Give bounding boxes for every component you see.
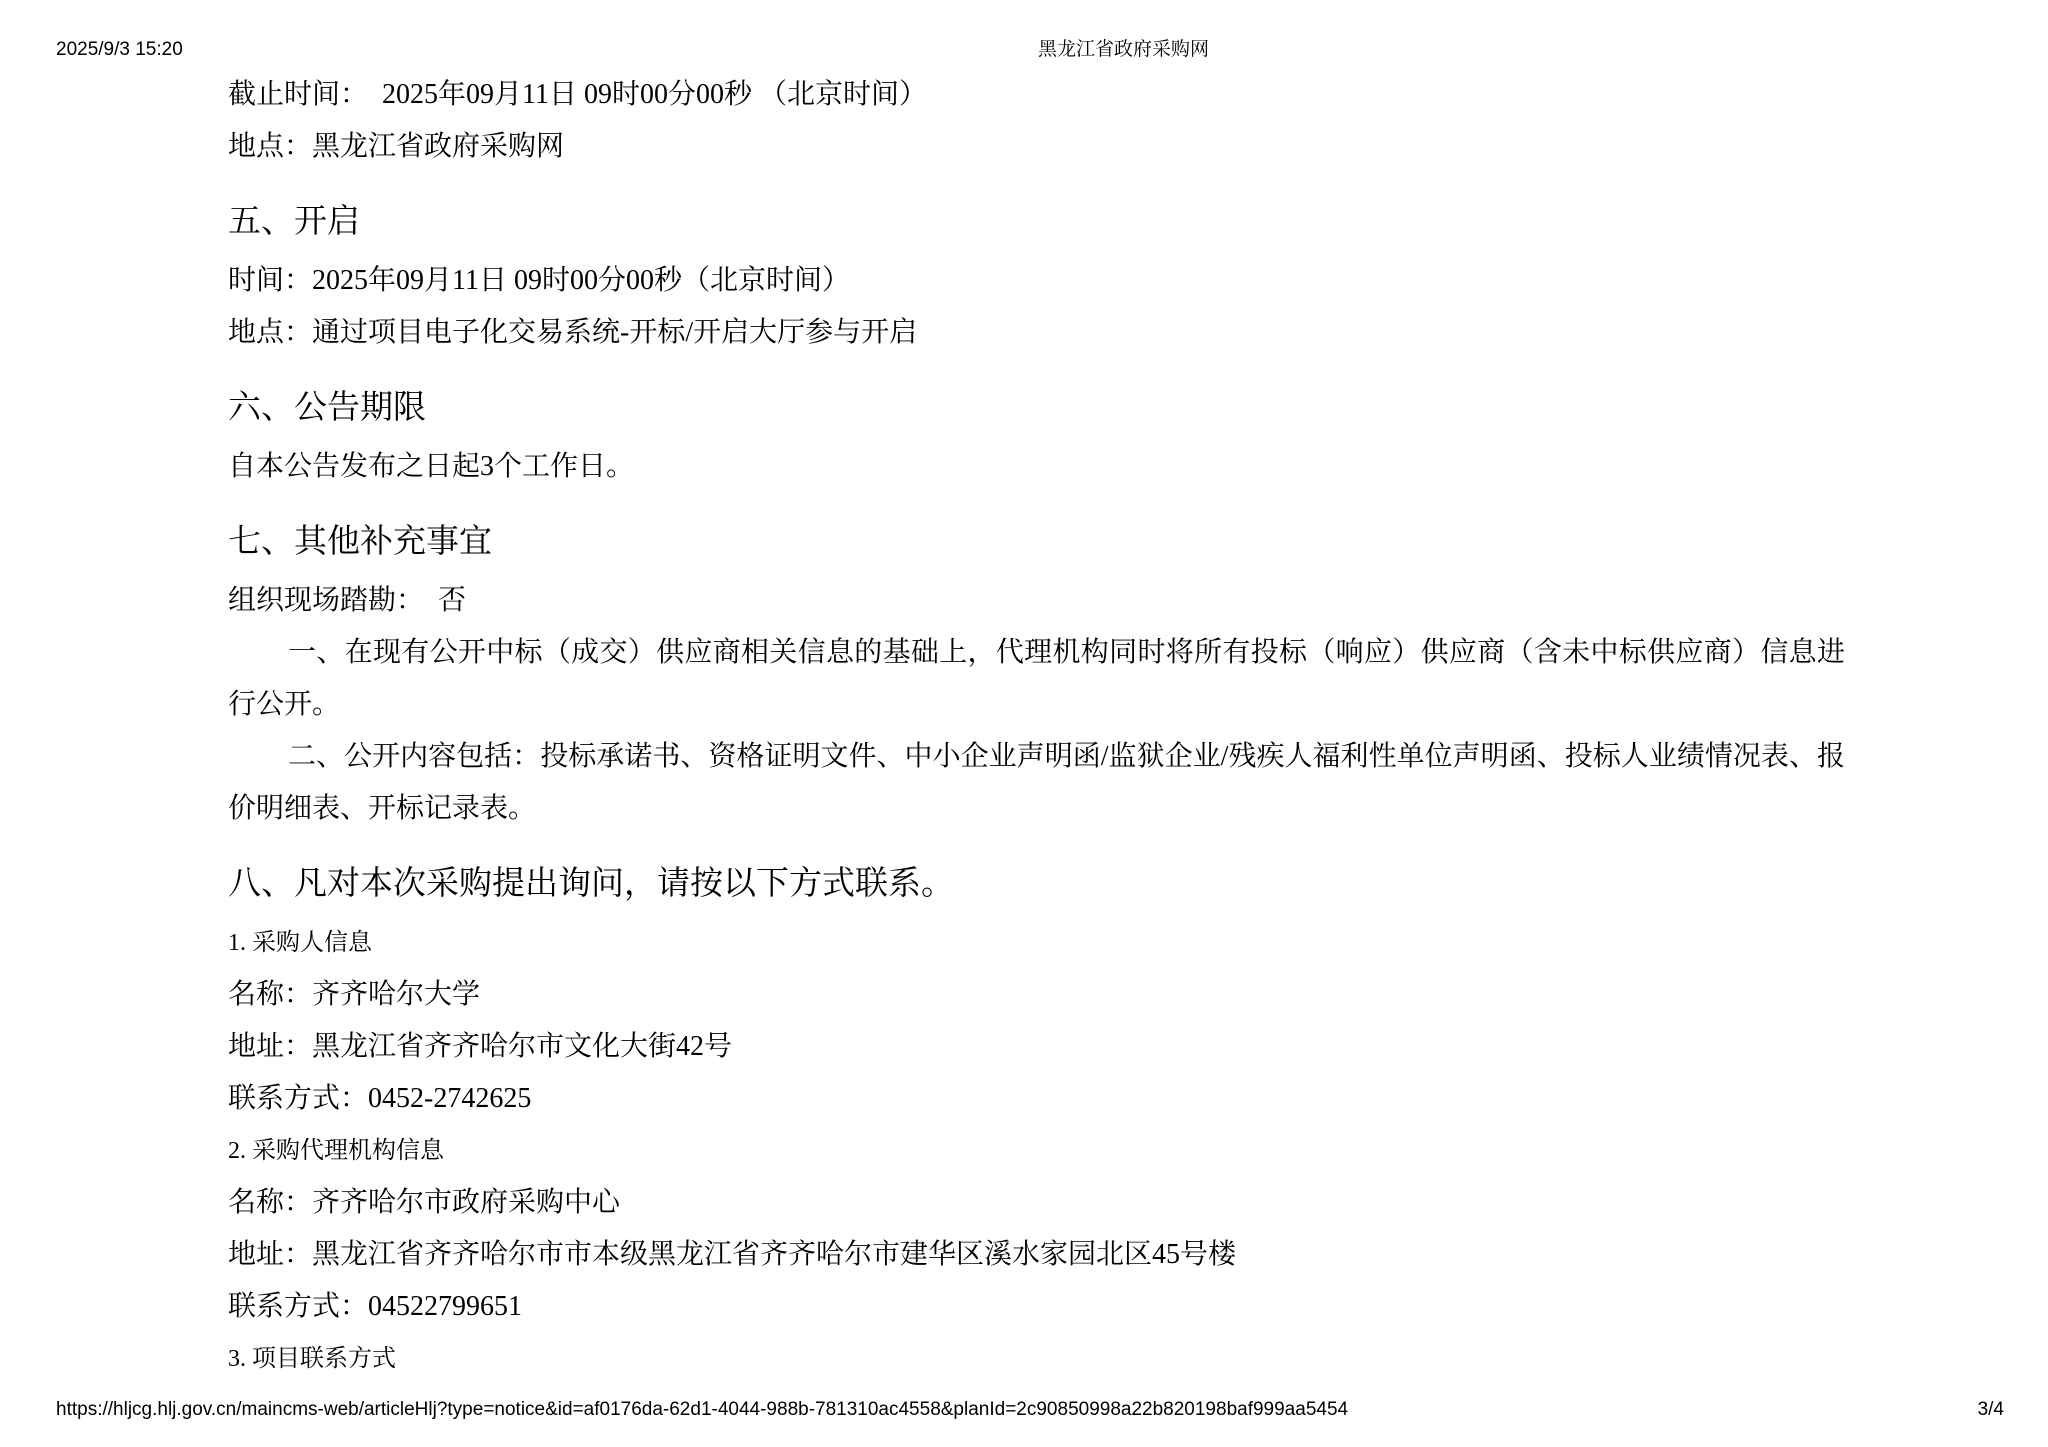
print-footer-url: https://hljcg.hlj.gov.cn/maincms-web/articleHlj?type=notice&id=af0176da-62d1-4044-988b-781310ac4558&planId=2c90850998a22b820198baf999aa5454 bbox=[56, 1399, 1349, 1420]
print-footer-page-indicator: 3/4 bbox=[1977, 1399, 2004, 1420]
submission-deadline-line: 截止时间： 2025年09月11日 09时00分00秒 （北京时间） bbox=[228, 79, 927, 110]
section-7-item-2-paragraph: 二、公开内容包括：投标承诺书、资格证明文件、中小企业声明函/监狱企业/残疾人福利性单位声明函、投标人业绩情况表、报价明细表、开标记录表。 bbox=[228, 741, 1845, 824]
section-5-location-line: 地点：通过项目电子化交易系统-开标/开启大厅参与开启 bbox=[228, 317, 918, 348]
section-6-body-line: 自本公告发布之日起3个工作日。 bbox=[228, 451, 635, 482]
submission-location-line: 地点：黑龙江省政府采购网 bbox=[228, 131, 565, 162]
section-7-heading: 七、其他补充事宜 bbox=[228, 524, 492, 560]
purchaser-name-line: 名称：齐齐哈尔大学 bbox=[228, 979, 481, 1010]
purchaser-contact-line: 联系方式：0452-2742625 bbox=[228, 1083, 532, 1114]
agency-contact-line: 联系方式：04522799651 bbox=[228, 1291, 523, 1322]
print-header-datetime: 2025/9/3 15:20 bbox=[56, 39, 183, 60]
section-7-site-survey-line: 组织现场踏勘： 否 bbox=[228, 585, 467, 616]
section-6-heading: 六、公告期限 bbox=[228, 390, 426, 426]
section-8-heading: 八、凡对本次采购提出询问，请按以下方式联系。 bbox=[228, 866, 954, 902]
notice-document bbox=[228, 69, 1845, 1385]
print-header-site-title: 黑龙江省政府采购网 bbox=[1038, 39, 1210, 60]
section-5-heading: 五、开启 bbox=[228, 204, 360, 240]
purchaser-info-heading: 1. 采购人信息 bbox=[228, 930, 372, 956]
agency-info-heading: 2. 采购代理机构信息 bbox=[228, 1138, 444, 1164]
agency-address-line: 地址：黑龙江省齐齐哈尔市市本级黑龙江省齐齐哈尔市建华区溪水家园北区45号楼 bbox=[228, 1239, 1237, 1270]
section-5-time-line: 时间：2025年09月11日 09时00分00秒（北京时间） bbox=[228, 265, 850, 296]
agency-name-line: 名称：齐齐哈尔市政府采购中心 bbox=[228, 1187, 621, 1218]
section-7-item-1-paragraph: 一、在现有公开中标（成交）供应商相关信息的基础上，代理机构同时将所有投标（响应）供应商（含未中标供应商）信息进行公开。 bbox=[228, 637, 1845, 720]
purchaser-address-line: 地址：黑龙江省齐齐哈尔市文化大街42号 bbox=[228, 1031, 733, 1062]
project-contact-heading: 3. 项目联系方式 bbox=[228, 1346, 396, 1372]
